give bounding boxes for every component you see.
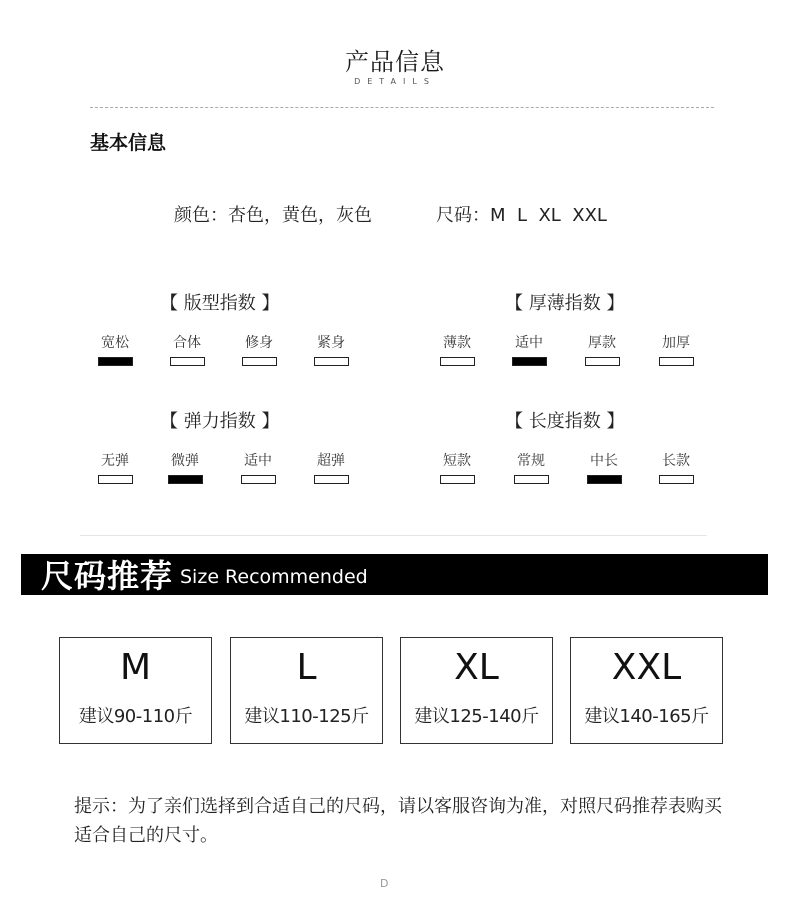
size-weight-range: 建议125-140斤 [414,706,539,727]
thickness-option-label: 薄款 [443,335,471,351]
length-option-marker [514,475,549,484]
size-card-m [59,637,212,744]
size-letter: XXL [611,647,682,688]
page-mark: D [380,877,389,890]
elasticity-option-marker [314,475,349,484]
banner-title-cn: 尺码推荐 [41,557,174,595]
size-card-l [230,637,383,744]
size-weight-range: 建议90-110斤 [78,706,193,727]
size-card-xl [400,637,553,744]
length-index-title: 【 长度指数 】 [505,411,625,432]
size-tip [74,792,734,850]
size-weight-range: 建议110-125斤 [244,706,369,727]
length-option-label: 长款 [662,453,690,469]
length-option-marker-selected [587,475,622,484]
thickness-option-marker [659,357,694,366]
section-divider [80,535,707,536]
fit-option-marker [314,357,349,366]
thickness-index-title: 【 厚薄指数 】 [505,293,625,314]
elasticity-index-title: 【 弹力指数 】 [160,411,280,432]
fit-option [234,333,284,366]
thickness-option-marker [585,357,620,366]
length-option-label: 短款 [443,453,471,469]
thickness-option [504,333,554,366]
thickness-option-marker-selected [512,357,547,366]
elasticity-option-label: 无弹 [101,453,129,469]
thickness-option [651,333,701,366]
fit-option-marker [170,357,205,366]
dotted-divider [90,107,714,108]
fit-option-marker [242,357,277,366]
length-option-label: 常规 [517,453,545,469]
elasticity-option [90,451,140,484]
size-letter: L [296,647,317,688]
size-letter: XL [454,647,499,688]
elasticity-option-label: 适中 [244,453,272,469]
fit-option [306,333,356,366]
fit-option-label: 紧身 [317,335,345,351]
size-letter: M [119,647,152,688]
thickness-option [577,333,627,366]
elasticity-option [306,451,356,484]
elasticity-option-label: 超弹 [317,453,345,469]
fit-option [162,333,212,366]
basic-info-heading: 基本信息 [90,132,167,154]
length-option-label: 中长 [590,453,618,469]
length-option [651,451,701,484]
banner-title-en: Size Recommended [180,566,368,588]
thickness-option-label: 加厚 [662,335,690,351]
size-card-xxl [570,637,723,744]
fit-index-title: 【 版型指数 】 [160,293,280,314]
thickness-option-marker [440,357,475,366]
size-spec: 尺码：M L XL XXL [436,205,607,226]
elasticity-option [160,451,210,484]
elasticity-option [233,451,283,484]
thickness-option [432,333,482,366]
fit-option [90,333,140,366]
color-spec: 颜色：杏色，黄色，灰色 [174,205,372,226]
size-weight-range: 建议140-165斤 [584,706,709,727]
fit-option-label: 宽松 [101,335,129,351]
page-subtitle: DETAILS [354,77,436,86]
elasticity-option-marker [241,475,276,484]
elasticity-option-marker [98,475,133,484]
fit-option-label: 合体 [173,335,201,351]
fit-option-label: 修身 [245,335,273,351]
page-title: 产品信息 [345,48,445,76]
length-option-marker [659,475,694,484]
length-option-marker [440,475,475,484]
elasticity-option-label: 微弹 [171,453,199,469]
size-recommend-banner [21,554,768,595]
thickness-option-label: 适中 [515,335,543,351]
elasticity-option-marker-selected [168,475,203,484]
tip-label: 提示： [74,796,128,817]
length-option [432,451,482,484]
length-option [579,451,629,484]
thickness-option-label: 厚款 [588,335,616,351]
fit-option-marker-selected [98,357,133,366]
tip-text: 为了亲们选择到合适自己的尺码，请以客服咨询为准，对照尺码推荐表购买适合自己的尺寸。 [74,796,722,846]
length-option [506,451,556,484]
